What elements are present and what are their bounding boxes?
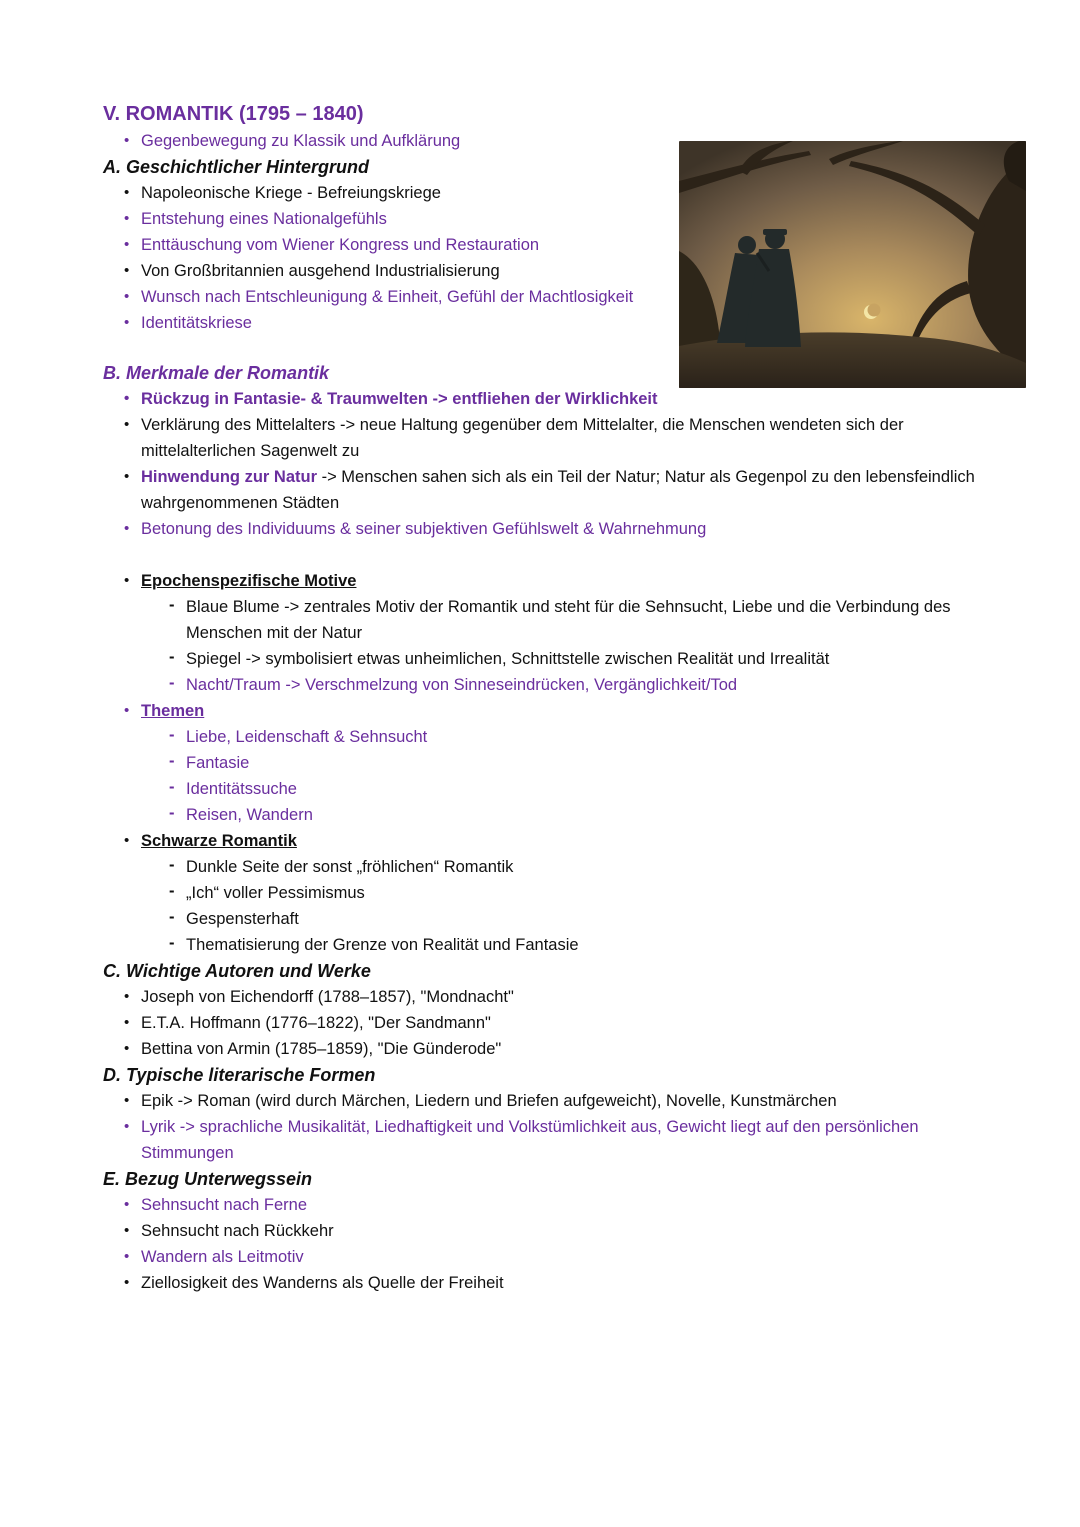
list-item: • Epik -> Roman (wird durch Märchen, Liedern und Briefen aufgeweicht), Novelle, Kunstmärchen [103, 1088, 1003, 1114]
list-item: • Sehnsucht nach Rückkehr [103, 1218, 1003, 1244]
section-c-heading: C. Wichtige Autoren und Werke [103, 961, 371, 981]
page-title: V. ROMANTIK (1795 – 1840) [103, 103, 364, 125]
sub-list-item: - Gespensterhaft [103, 906, 1003, 932]
list-item: • Enttäuschung vom Wiener Kongress und Restauration [103, 232, 1003, 258]
intro-list [103, 128, 1003, 154]
section-c-list [103, 984, 1003, 1062]
sub-list-item: - Spiegel -> symbolisiert etwas unheimlichen, Schnittstelle zwischen Realität und Irrealität [103, 646, 1003, 672]
list-item [103, 698, 1003, 724]
list-item: • Rückzug in Fantasie- & Traumwelten -> entfliehen der Wirklichkeit [103, 386, 1003, 412]
sub-list-item: - Reisen, Wandern [103, 802, 1003, 828]
list-item [103, 828, 1003, 854]
list-item: • Von Großbritannien ausgehend Industrialisierung [103, 258, 1003, 284]
emphasis-text: Hinwendung zur Natur [141, 468, 317, 486]
list-item [103, 568, 1003, 594]
list-item: • Wandern als Leitmotiv [103, 1244, 1003, 1270]
sub-list-item: - Dunkle Seite der sonst „fröhlichen“ Romantik [103, 854, 1003, 880]
themen-heading: Themen [141, 702, 205, 720]
list-item: • E.T.A. Hoffmann (1776–1822), "Der Sandmann" [103, 1010, 1003, 1036]
schwarze-romantik-heading: Schwarze Romantik [141, 832, 297, 850]
section-a-list [103, 180, 1003, 336]
list-item: • Verklärung des Mittelalters -> neue Haltung gegenüber dem Mittelalter, die Menschen wendeten sich der mittelalterlichen Sagenwelt zu [103, 412, 1003, 464]
list-item: • Entstehung eines Nationalgefühls [103, 206, 1003, 232]
section-b-heading: B. Merkmale der Romantik [103, 363, 330, 383]
section-a-heading: A. Geschichtlicher Hintergrund [103, 157, 370, 177]
list-item: • Sehnsucht nach Ferne [103, 1192, 1003, 1218]
sub-list-item: - Nacht/Traum -> Verschmelzung von Sinneseindrücken, Vergänglichkeit/Tod [103, 672, 1003, 698]
sub-list-item: - „Ich“ voller Pessimismus [103, 880, 1003, 906]
list-item: • Gegenbewegung zu Klassik und Aufklärung [103, 128, 1003, 154]
motive-heading: Epochenspezifische Motive [141, 572, 357, 590]
sub-list-item: - Liebe, Leidenschaft & Sehnsucht [103, 724, 1003, 750]
sub-list-item: - Thematisierung der Grenze von Realität und Fantasie [103, 932, 1003, 958]
list-item: • Bettina von Armin (1785–1859), "Die Günderode" [103, 1036, 1003, 1062]
sub-list-item: - Identitätssuche [103, 776, 1003, 802]
document-body [103, 100, 1003, 1296]
list-item: • Napoleonische Kriege - Befreiungskriege [103, 180, 1003, 206]
section-e-heading: E. Bezug Unterwegssein [103, 1169, 313, 1189]
list-item: • Identitätskriese [103, 310, 1003, 336]
motive-list [103, 568, 1003, 958]
list-item: • Betonung des Individuums & seiner subjektiven Gefühlswelt & Wahrnehmung [103, 516, 1003, 542]
section-b-list [103, 386, 1003, 542]
list-item: • Ziellosigkeit des Wanderns als Quelle der Freiheit [103, 1270, 1003, 1296]
list-item: • Lyrik -> sprachliche Musikalität, Liedhaftigkeit und Volkstümlichkeit aus, Gewicht liegt auf den persönlichen Stimmungen [103, 1114, 1003, 1166]
sub-list-item: - Blaue Blume -> zentrales Motiv der Romantik und steht für die Sehnsucht, Liebe und die Verbindung des Menschen mit der Natur [103, 594, 1003, 646]
section-d-heading: D. Typische literarische Formen [103, 1065, 376, 1085]
list-item: • Joseph von Eichendorff (1788–1857), "Mondnacht" [103, 984, 1003, 1010]
list-item [103, 464, 1003, 516]
section-e-list [103, 1192, 1003, 1296]
sub-list-item: - Fantasie [103, 750, 1003, 776]
list-item: • Wunsch nach Entschleunigung & Einheit, Gefühl der Machtlosigkeit [103, 284, 1003, 310]
section-d-list [103, 1088, 1003, 1166]
list-item-text: -> Menschen sahen sich als ein Teil der Natur; Natur als Gegenpol zu den lebensfeindlich wahrgenommenen Städten [141, 468, 975, 512]
